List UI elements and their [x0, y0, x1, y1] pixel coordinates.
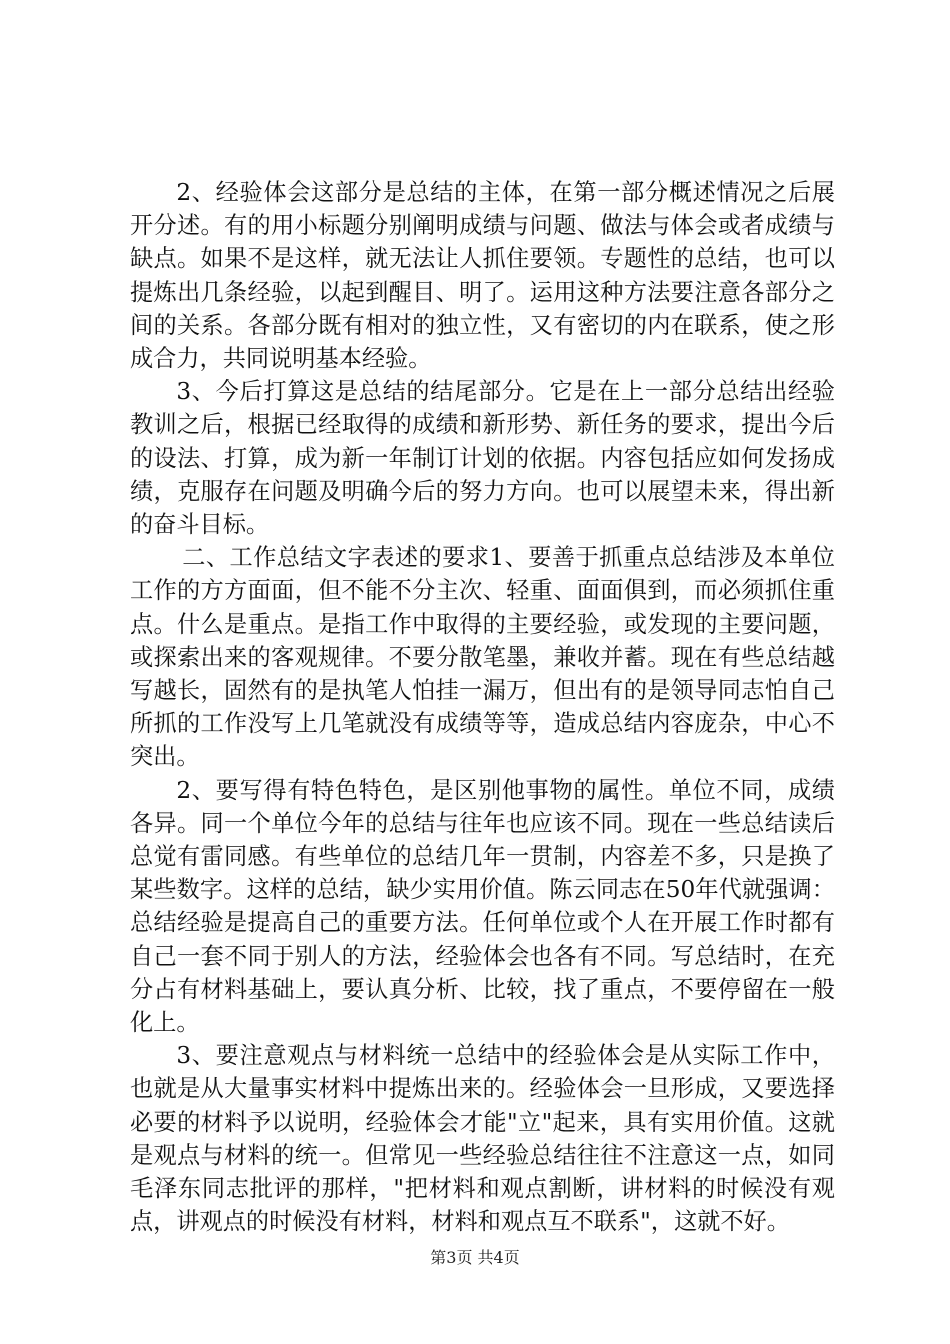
paragraph-experience: 2、经验体会这部分是总结的主体，在第一部分概述情况之后展开分述。有的用小标题分别阐明成绩与问题、做法与体会或者成绩与缺点。如果不是这样，就无法让人抓住要领。专题性的总结，也可以提炼出几条经验，以起到醒目、明了。运用这种方法要注意各部分之间的关系。各部分既有相对的独立性，又有密切的内在联系，使之形成合力，共同说明基本经验。 [130, 179, 835, 373]
paragraph-viewpoint-material: 3、要注意观点与材料统一总结中的经验体会是从实际工作中，也就是从大量事实材料中提炼出来的。经验体会一旦形成，又要选择必要的材料予以说明，经验体会才能"立"起来，具有实用价值。这就是观点与材料的统一。但常见一些经验总结往往不注意这一点，如同毛泽东同志批评的那样，"把材料和观点割断，讲材料的时候没有观点，讲观点的时候没有材料，材料和观点互不联系"，这就不好。 [130, 1042, 835, 1236]
document-body [130, 176, 835, 1239]
paragraph-writing-requirements: 二、工作总结文字表述的要求1、要善于抓重点总结涉及本单位工作的方方面面，但不能不分主次、轻重、面面俱到，而必须抓住重点。什么是重点。是指工作中取得的主要经验，或发现的主要问题，或探索出来的客观规律。不要分散笔墨，兼收并蓄。现在有些总结越写越长，固然有的是执笔人怕挂一漏万，但出有的是领导同志怕自己所抓的工作没写上几笔就没有成绩等等，造成总结内容庞杂，中心不突出。 [130, 544, 835, 771]
page-number-footer: 第3页 共4页 [430, 1248, 520, 1267]
paragraph-distinctive: 2、要写得有特色特色，是区别他事物的属性。单位不同，成绩各异。同一个单位今年的总结与往年也应该不同。现在一些总结读后总觉有雷同感。有些单位的总结几年一贯制，内容差不多，只是换了某些数字。这样的总结，缺少实用价值。陈云同志在50年代就强调：总结经验是提高自己的重要方法。任何单位或个人在开展工作时都有自己一套不同于别人的方法，经验体会也各有不同。写总结时，在充分占有材料基础上，要认真分析、比较，找了重点，不要停留在一般化上。 [130, 776, 835, 1037]
paragraph-future-plans: 3、今后打算这是总结的结尾部分。它是在上一部分总结出经验教训之后，根据已经取得的成绩和新形势、新任务的要求，提出今后的设法、打算，成为新一年制订计划的依据。内容包括应如何发扬成绩，克服存在问题及明确今后的努力方向。也可以展望未来，得出新的奋斗目标。 [130, 378, 835, 539]
